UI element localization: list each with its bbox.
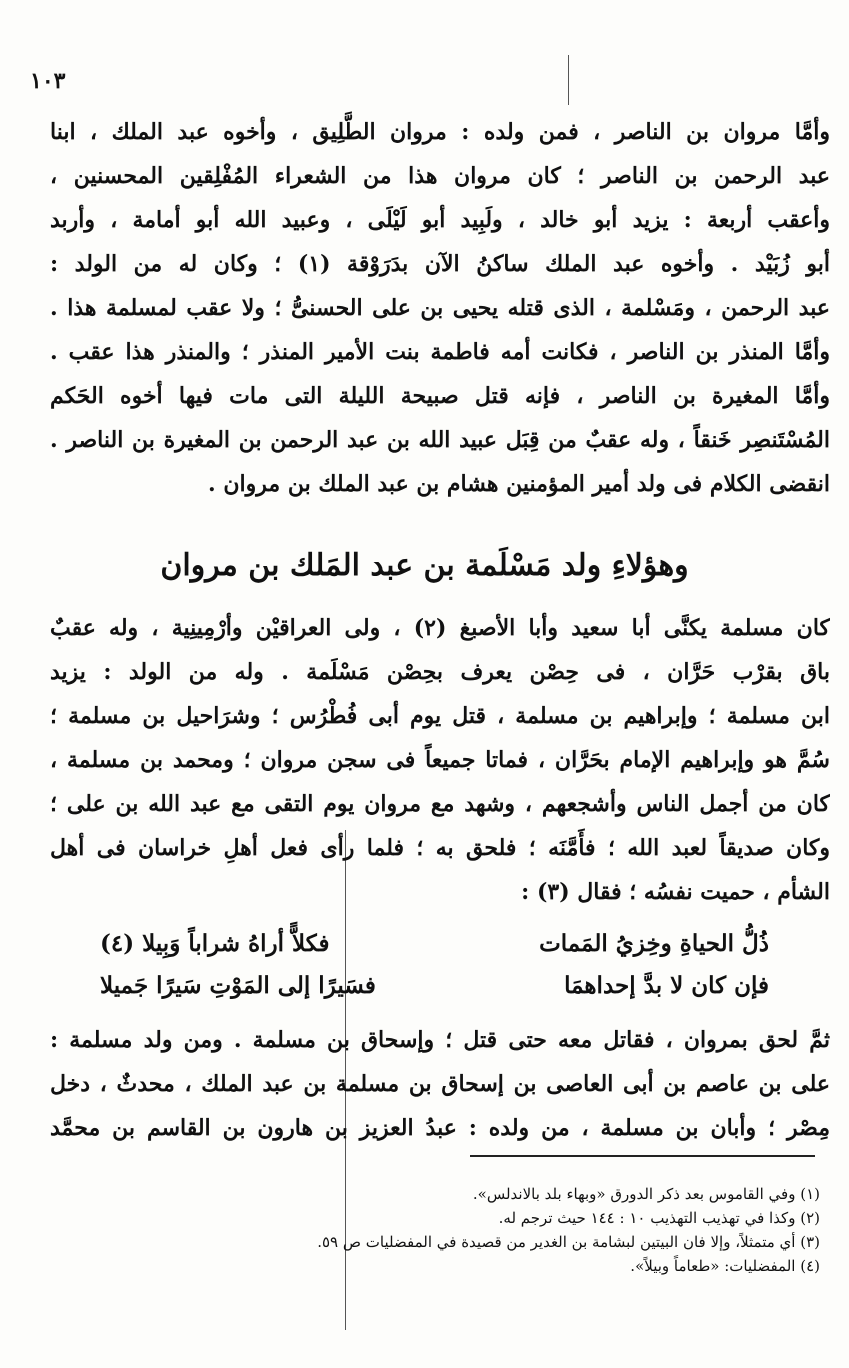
footnote: (٣) أي متمثلاً، وإلا فان البيتين لبشامة بن الغدير من قصيدة في المفضليات ص ٥٩. <box>317 1233 820 1251</box>
footnote: (٤) المفضليات: «طعاماً وبيلاً». <box>630 1257 820 1275</box>
section-heading: وهؤلاءِ ولد مَسْلَمة بن عبد المَلك بن مروان <box>160 548 689 583</box>
text-line: ابن مسلمة ؛ وإبراهيم بن مسلمة ، قتل يوم أبى فُطْرُس ؛ وشرَاحيل بن مسلمة ؛ <box>50 703 830 729</box>
verse-2-first-hemistich: فإن كان لا بدَّ إحداهمَا <box>564 972 769 999</box>
text-line: المُسْتَنصِر خَنقاً ، وله عقبٌ من قِبَل عبيد الله بن عبد الرحمن بن المغيرة بن الناصر . <box>50 427 830 453</box>
verse-1-first-hemistich: ذُلُّ الحياةِ وخِزيُ المَمات <box>539 930 769 957</box>
footnotes <box>200 1182 820 1278</box>
text-line: مِصْر ؛ وأبان بن مسلمة ، من ولده : عبدُ العزيز بن هارون بن القاسم بن محمَّد <box>50 1115 830 1141</box>
text-line: سُمَّ هو وإبراهيم الإمام بحَرَّان ، فماتا جميعاً فى سجن مروان ؛ ومحمد بن مسلمة ، <box>50 747 830 773</box>
text-line: كان مسلمة يكنَّى أبا سعيد وأبا الأصبغ (٢) ، ولى العراقيْن وأرْمِينِية ، وله عقبٌ <box>50 615 830 641</box>
text-line: وأمَّا المنذر بن الناصر ، فكانت أمه فاطمة بنت الأمير المنذر ؛ والمنذر هذا عقب . <box>50 339 830 365</box>
footnote-separator <box>470 1155 815 1157</box>
paragraph-group-3 <box>50 1018 830 1150</box>
text-line: وأعقب أربعة : يزيد أبو خالد ، ولَبِيد أبو لَيْلَى ، وعبيد الله أبو أمامة ، وأربد <box>50 207 830 233</box>
paragraph-group-1 <box>50 110 830 506</box>
text-line: وأمَّا المغيرة بن الناصر ، فإنه قتل صبيحة الليلة التى مات فيها أخوه الحَكم <box>50 383 830 409</box>
footnote: (١) وفي القاموس بعد ذكر الدورق «وبهاء بلد بالاندلس». <box>472 1185 820 1203</box>
text-line: أبو زُبَيْد . وأخوه عبد الملك ساكنُ الآن بدَرَوْقة (١) ؛ وكان له من الولد : <box>50 251 830 277</box>
text-line: باق بقرْب حَرَّان ، فى حِصْن يعرف بحِصْن مَسْلَمة . وله من الولد : يزيد <box>50 659 830 685</box>
text-line: عبد الرحمن ، ومَسْلمة ، الذى قتله يحيى بن على الحسنىُّ ؛ ولا عقب لمسلمة هذا . <box>50 295 830 321</box>
text-line: وأمَّا مروان بن الناصر ، فمن ولده : مروان الطَّلِيق ، وأخوه عبد الملك ، ابنا <box>50 119 830 145</box>
text-line: على بن عاصم بن أبى العاصى بن إسحاق بن مسلمة بن عبد الملك ، محدثٌ ، دخل <box>50 1071 830 1097</box>
text-line: الشأم ، حميت نفسُه ؛ فقال (٣) : <box>521 879 830 905</box>
text-line: ثمَّ لحق بمروان ، فقاتل معه حتى قتل ؛ وإسحاق بن مسلمة . ومن ولد مسلمة : <box>50 1027 830 1053</box>
text-line: كان من أجمل الناس وأشجعهم ، وشهد مع مروان يوم التقى مع عبد الله بن على ؛ <box>50 791 830 817</box>
text-line: عبد الرحمن بن الناصر ؛ كان مروان هذا من الشعراء المُفْلِقين المحسنين ، <box>50 163 830 189</box>
footnote: (٢) وكذا في تهذيب التهذيب ١٠ : ١٤٤ حيث ترجم له. <box>498 1209 820 1227</box>
scan-artifact-line-top <box>568 55 569 105</box>
verse-2-second-hemistich: فسَيرًا إلى المَوْتِ سَيرًا جَميلا <box>100 972 376 999</box>
verse-1-second-hemistich: فكلاًّ أراهُ شراباً وَبِيلا (٤) <box>100 930 330 957</box>
page-number: ١٠٣ <box>30 68 66 94</box>
text-line: وكان صديقاً لعبد الله ؛ فأَمَّنَه ؛ فلحق به ؛ فلما رأى فعل أهلِ خراسان فى أهل <box>50 835 830 861</box>
paragraph-group-2 <box>50 606 830 914</box>
text-line: انقضى الكلام فى ولد أمير المؤمنين هشام بن عبد الملك بن مروان . <box>208 471 830 497</box>
